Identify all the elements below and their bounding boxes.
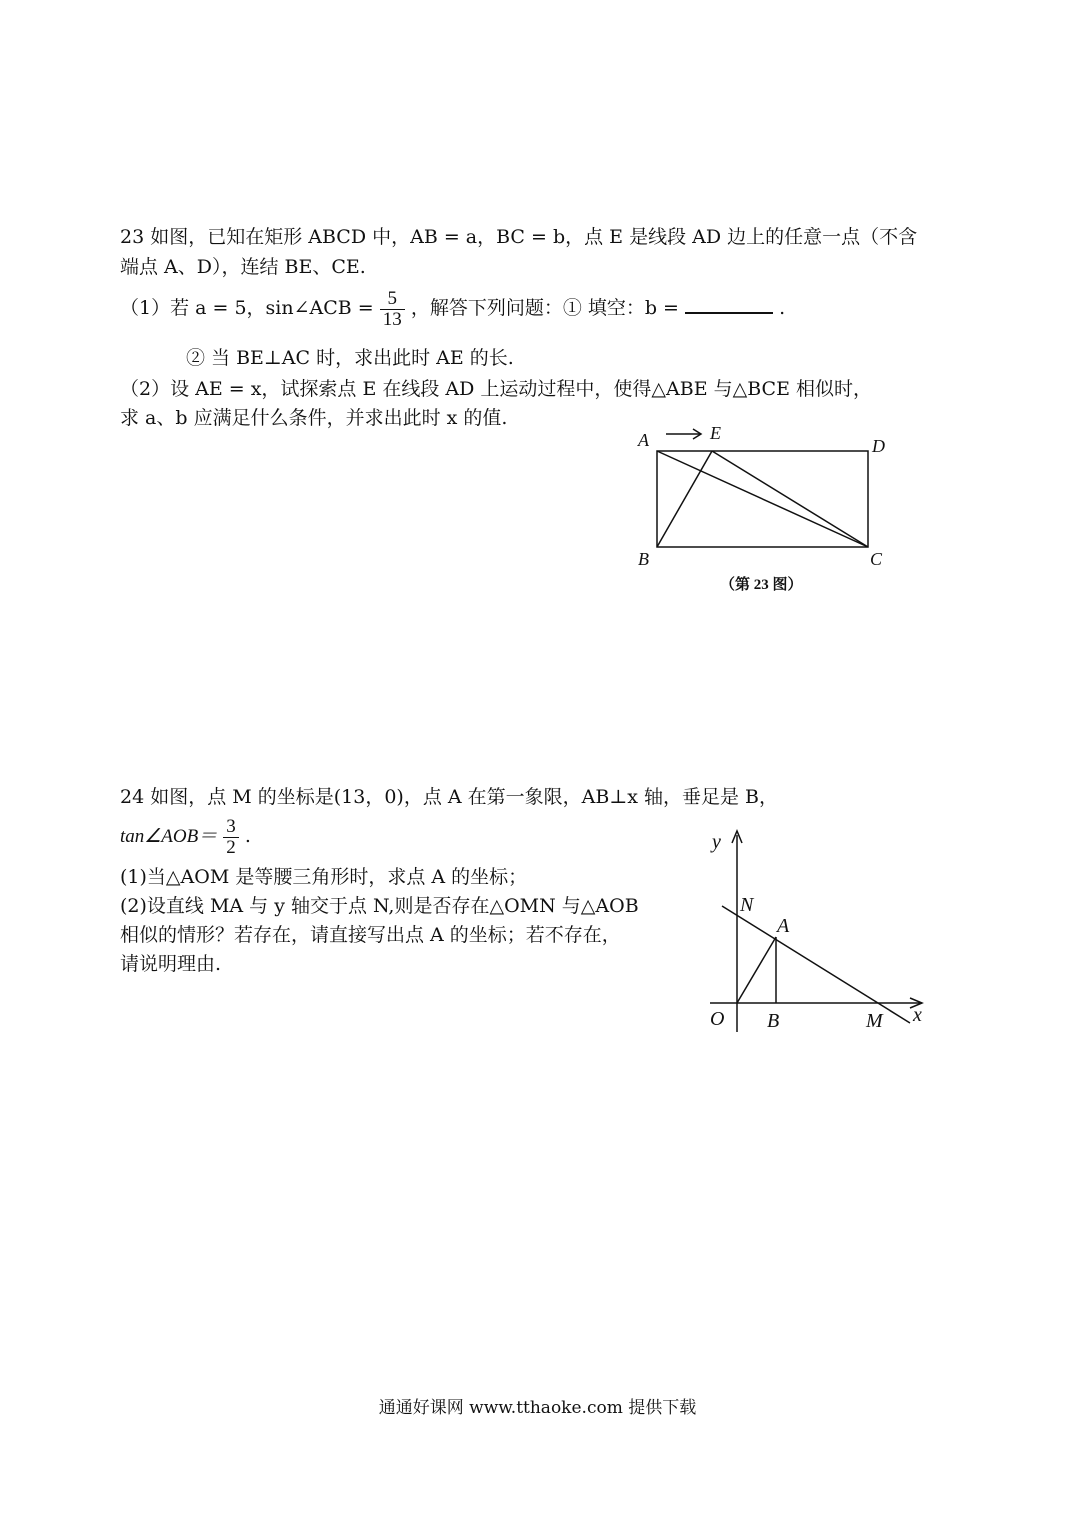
label-a: A — [777, 915, 790, 937]
label-y: y — [712, 831, 721, 853]
q24-stem-line1: 24 如图，点 M 的坐标是(13，0)，点 A 在第一象限，AB⊥x 轴，垂足是 B， — [120, 786, 778, 808]
q23-part1-sub2: ② 当 BE⊥AC 时，求出此时 AE 的长. — [186, 347, 514, 369]
label-m: M — [866, 1010, 883, 1032]
page-footer: 通通好课网 www.tthaoke.com 提供下载 — [378, 1398, 697, 1418]
q23-part1-end: . — [779, 297, 786, 319]
segment-ac — [657, 451, 868, 547]
q24-part2-line1: (2)设直线 MA 与 y 轴交于点 N,则是否存在△OMN 与△AOB — [120, 895, 639, 917]
q24-fraction-num: 3 — [223, 817, 239, 838]
q23-fraction-den: 13 — [382, 308, 402, 330]
segment-ce — [712, 451, 868, 547]
q24-part2-line2: 相似的情形？若存在，请直接写出点 A 的坐标；若不存在， — [120, 924, 621, 946]
q24-fraction-den: 2 — [226, 836, 236, 858]
q23-stem-line2: 端点 A、D），连结 BE、CE. — [120, 256, 366, 278]
label-x: x — [913, 1004, 922, 1026]
q23-fraction-num: 5 — [380, 289, 405, 310]
label-d: D — [872, 436, 885, 456]
q23-stem-line1: 23 如图，已知在矩形 ABCD 中，AB = a，BC = b，点 E 是线段 AD 边上的任意一点（不含 — [120, 226, 918, 248]
label-e: E — [710, 423, 721, 443]
q23-answer-blank[interactable] — [685, 296, 773, 314]
q24-fraction — [223, 817, 239, 858]
label-b: B — [638, 549, 649, 569]
q23-part1-prefix: （1）若 a = 5，sin∠ACB = — [120, 297, 374, 319]
q23-part2-line2: 求 a、b 应满足什么条件，并求出此时 x 的值. — [120, 407, 508, 429]
q24-tan-prefix: tan∠AOB＝ — [120, 826, 218, 847]
label-c: C — [870, 549, 883, 569]
label-a: A — [638, 430, 649, 450]
q24-tan-suffix: . — [244, 825, 251, 847]
label-b: B — [767, 1010, 780, 1032]
q23-part2-line1: （2）设 AE = x，试探索点 E 在线段 AD 上运动过程中，使得△ABE 与△BCE 相似时， — [120, 378, 872, 400]
label-o: O — [710, 1008, 725, 1030]
q23-figure-caption: （第 23 图） — [720, 577, 803, 593]
segment-oa — [737, 937, 776, 1003]
q24-tan-line — [120, 814, 251, 859]
q23-fraction — [380, 289, 405, 330]
label-n: N — [740, 894, 754, 916]
line-ma — [722, 906, 910, 1023]
q24-part2-line3: 请说明理由. — [120, 953, 222, 975]
q23-part1 — [120, 286, 785, 330]
q24-figure — [700, 825, 940, 1040]
segment-be — [657, 451, 712, 547]
q23-figure — [600, 415, 920, 605]
q24-part1: (1)当△AOM 是等腰三角形时，求点 A 的坐标； — [120, 866, 528, 888]
q23-part1-suffix: ，解答下列问题：① 填空：b = — [410, 297, 679, 319]
